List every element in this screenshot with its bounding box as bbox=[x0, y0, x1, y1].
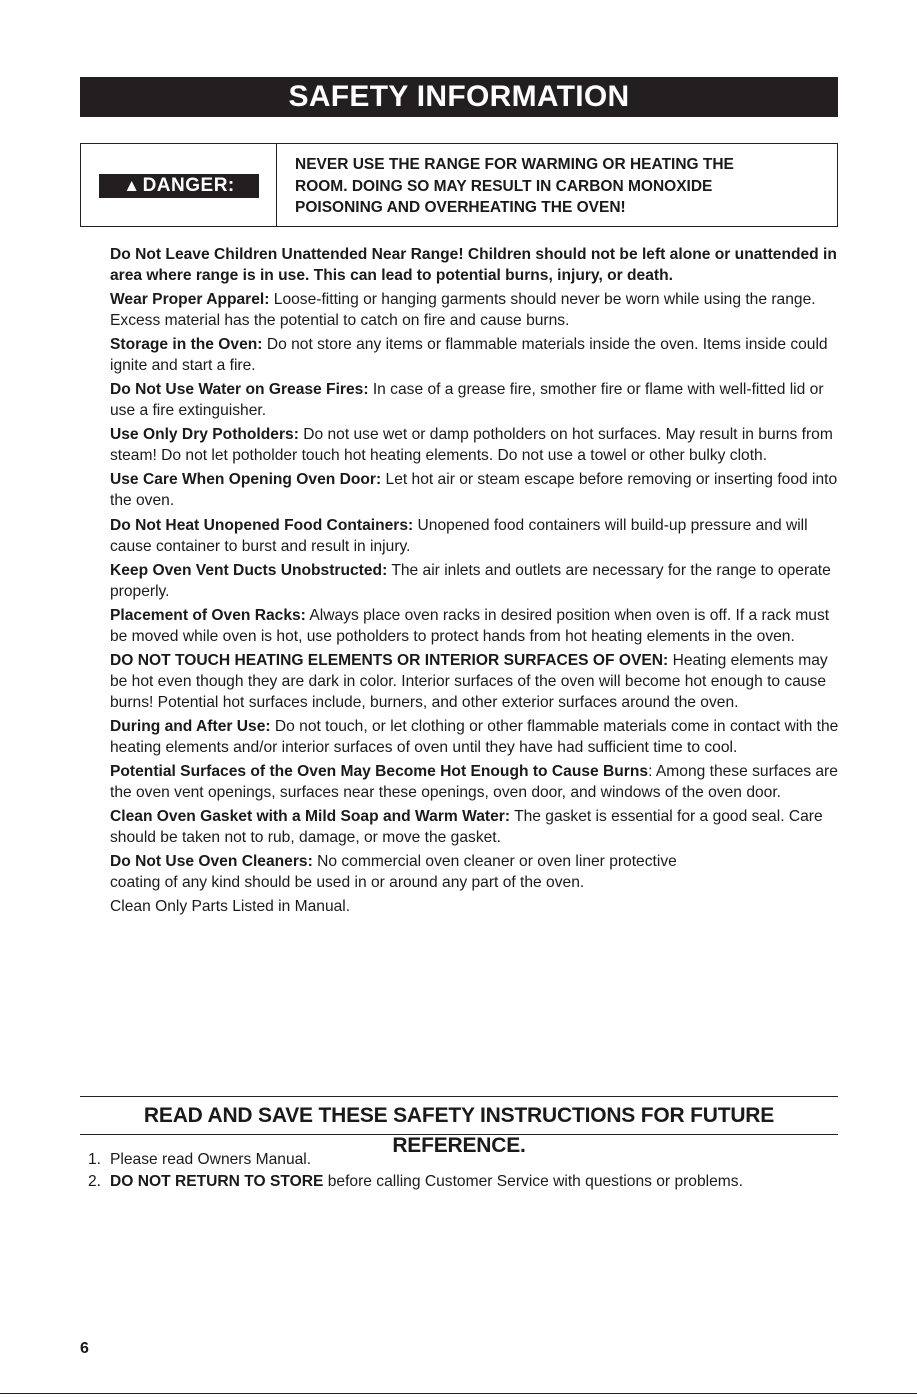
list-item bbox=[110, 605, 840, 647]
item-title: Use Care When Opening Oven Door: bbox=[110, 471, 382, 489]
item-title: Do Not Heat Unopened Food Containers: bbox=[110, 516, 414, 534]
numbered-steps bbox=[88, 1149, 808, 1193]
item-title: Keep Oven Vent Ducts Unobstructed: bbox=[110, 561, 388, 579]
list-item bbox=[110, 379, 840, 421]
item-body: Do not store any items or flammable materials inside the oven. Items inside could ignite and start a fire. bbox=[110, 336, 828, 375]
safety-information-banner: SAFETY INFORMATION bbox=[80, 77, 838, 117]
list-item bbox=[110, 896, 840, 917]
divider bbox=[80, 1096, 838, 1097]
step-text-main: Please read Owners Manual. bbox=[110, 1151, 312, 1168]
item-body: In case of a grease fire, smother fire or flame with well-fitted lid or use a fire extinguisher. bbox=[110, 381, 824, 420]
safety-items-list bbox=[110, 244, 840, 920]
item-title: Use Only Dry Potholders: bbox=[110, 426, 299, 444]
page-bottom-edge bbox=[0, 1393, 917, 1394]
item-title: Placement of Oven Racks: bbox=[110, 606, 306, 624]
item-body: Do not touch, or let clothing or other flammable materials come in contact with the heating elements and/or interior surfaces of oven until they have had sufficient time to cool. bbox=[110, 717, 839, 756]
item-body: No commercial oven cleaner or oven liner protective coating of any kind should be used in or around any part of the oven. bbox=[110, 853, 677, 892]
item-title: Wear Proper Apparel: bbox=[110, 291, 270, 309]
list-item bbox=[110, 334, 840, 376]
item-title: DO NOT TOUCH HEATING ELEMENTS OR INTERIOR SURFACES OF OVEN: bbox=[110, 651, 669, 669]
list-item bbox=[110, 851, 840, 893]
item-body: The gasket is essential for a good seal. Care should be taken not to rub, damage, or move the gasket. bbox=[110, 808, 823, 847]
list-item bbox=[110, 806, 840, 848]
danger-label-text: DANGER: bbox=[142, 175, 235, 196]
item-body: Unopened food containers will build-up pressure and will cause container to burst and result in injury. bbox=[110, 516, 808, 555]
list-item bbox=[110, 244, 840, 286]
list-item bbox=[110, 469, 840, 511]
list-item bbox=[110, 424, 840, 466]
step-number: 1. bbox=[88, 1151, 102, 1168]
danger-label-cell bbox=[81, 144, 277, 226]
item-title: Potential Surfaces of the Oven May Become Hot Enough to Cause Burns bbox=[110, 763, 649, 781]
item-body: The air inlets and outlets are necessary for the range to operate properly. bbox=[110, 561, 831, 600]
item-title: During and After Use: bbox=[110, 717, 271, 735]
list-item bbox=[110, 761, 840, 803]
list-item bbox=[110, 289, 840, 331]
item-title: Do Not Use Water on Grease Fires: bbox=[110, 381, 369, 399]
step-text-main: before calling Customer Service with questions or problems. bbox=[323, 1173, 743, 1190]
item-title: Do Not Use Oven Cleaners: bbox=[110, 853, 313, 871]
item-title: Clean Oven Gasket with a Mild Soap and Warm Water: bbox=[110, 808, 511, 826]
step-text-bold: DO NOT RETURN TO STORE bbox=[110, 1173, 324, 1190]
item-body: Loose-fitting or hanging garments should never be worn while using the range. Excess material has the potential to catch on fire and cause burns. bbox=[110, 291, 816, 330]
danger-warning-text: NEVER USE THE RANGE FOR WARMING OR HEATING THE ROOM. DOING SO MAY RESULT IN CARBON MONOXIDE POISONING AND OVERHEATING THE OVEN! bbox=[295, 156, 734, 216]
step-number: 2. bbox=[88, 1173, 102, 1190]
list-item bbox=[110, 560, 840, 602]
page-number: 6 bbox=[80, 1340, 89, 1357]
danger-box bbox=[80, 143, 838, 227]
item-title: Storage in the Oven: bbox=[110, 336, 263, 354]
list-item bbox=[110, 515, 840, 557]
read-and-save-heading: READ AND SAVE THESE SAFETY INSTRUCTIONS FOR FUTURE REFERENCE. bbox=[143, 1104, 775, 1157]
divider bbox=[80, 1134, 838, 1135]
danger-label bbox=[99, 174, 259, 198]
item-title: Do Not Leave Children Unattended Near Range! Children should not be left alone or unattended in area where range is in use. This can lead to potential burns, injury, or death. bbox=[110, 246, 837, 284]
item-body: Always place oven racks in desired position when oven is off. If a rack must be moved while oven is hot, use potholders to protect hands from hot heating elements in the oven. bbox=[110, 606, 830, 645]
step-item bbox=[88, 1149, 808, 1170]
item-body: Clean Only Parts Listed in Manual. bbox=[110, 898, 351, 916]
list-item bbox=[110, 716, 840, 758]
item-body: : Among these surfaces are the oven vent openings, surfaces near these openings, oven door, and windows of the oven door. bbox=[110, 763, 838, 802]
item-body: Let hot air or steam escape before removing or inserting food into the oven. bbox=[110, 471, 838, 510]
list-item bbox=[110, 650, 840, 713]
item-body: Heating elements may be hot even though they are dark in color. Interior surfaces of the oven will become hot enough to cause burns! Potential hot surfaces include, burners, and other exterior surfaces around the oven. bbox=[110, 651, 828, 711]
step-text bbox=[110, 1149, 311, 1170]
item-body: Do not use wet or damp potholders on hot surfaces. May result in burns from steam! Do not let potholder touch hot heating elements. Do not use a towel or other bulky cloth. bbox=[110, 426, 833, 465]
step-text bbox=[110, 1171, 743, 1192]
step-item bbox=[88, 1171, 808, 1192]
warning-triangle-icon: ▲ bbox=[123, 176, 141, 195]
